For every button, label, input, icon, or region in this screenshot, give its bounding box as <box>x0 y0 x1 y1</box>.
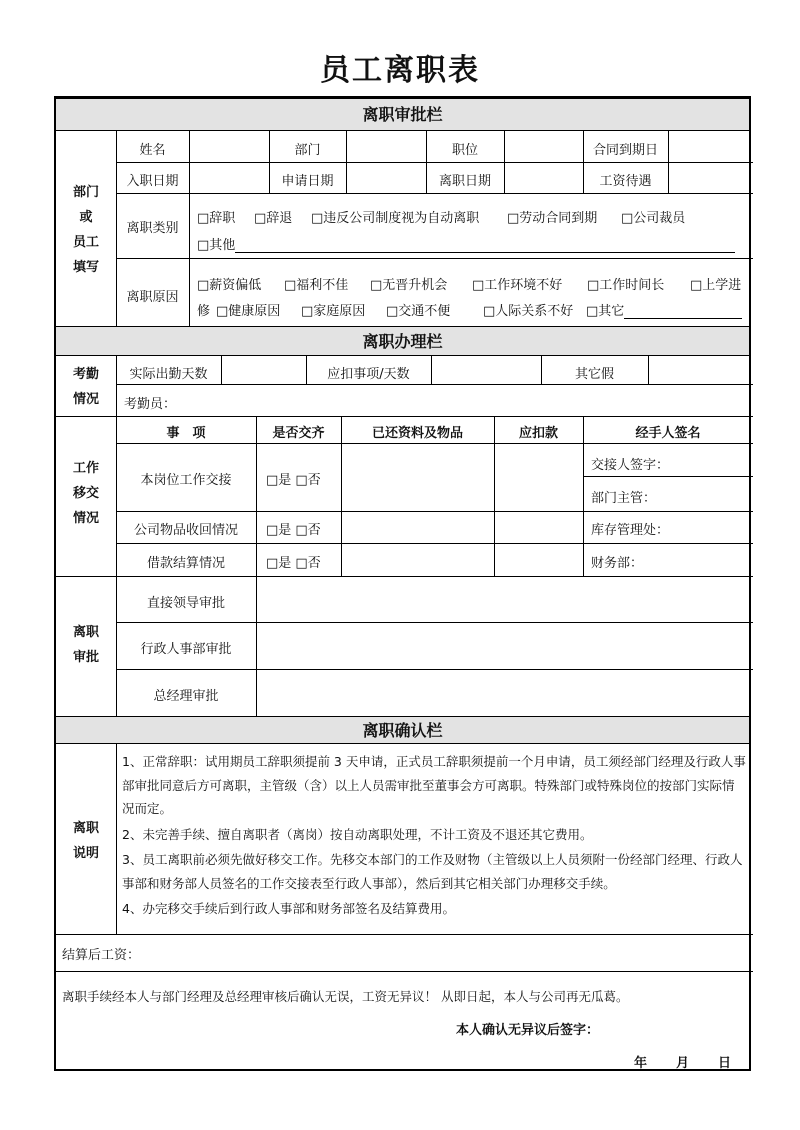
reason-low-pay[interactable]: □薪资偏低 <box>197 278 262 293</box>
label-hire-date: 入职日期 <box>126 174 179 189</box>
yesno-loan-settlement[interactable]: □是 □否 <box>266 556 321 571</box>
approval-gm: 总经理审批 <box>153 689 219 704</box>
item-job-handover: 本岗位工作交接 <box>140 473 232 488</box>
attendance-side-label: 考勤 情况 <box>72 367 99 407</box>
category-layoff[interactable]: □公司裁员 <box>621 211 686 226</box>
note-1: 1、正常辞职：试用期员工辞职须提前 3 天申请，正式员工辞职须提前一个月申请，员工须经部门经理及行政人事部审批同意后方可离职，主管级（含）以上人员需审批至董事会方可离职。特殊部门或特殊岗位的按部门实际情况而定。 <box>122 754 746 816</box>
label-other-leave: 其它假 <box>574 367 614 382</box>
label-reason: 离职原因 <box>126 290 179 305</box>
reason-long-hours[interactable]: □工作时间长 <box>587 278 665 293</box>
reason-other[interactable]: □其它 <box>586 300 742 319</box>
item-property-return: 公司物品收回情况 <box>133 523 238 538</box>
settlement-salary-label: 结算后工资： <box>62 948 141 963</box>
notes-side-label: 离职 说明 <box>72 821 99 861</box>
section-processing-title: 离职办理栏 <box>362 332 443 351</box>
date-day: 日 <box>718 1056 732 1071</box>
signer-finance: 财务部： <box>591 556 644 571</box>
reason-study[interactable]: □上学进 <box>690 278 742 293</box>
reason-poor-benefits[interactable]: □福利不佳 <box>284 278 349 293</box>
section-confirm-bar <box>56 716 749 744</box>
reason-health[interactable]: □健康原因 <box>216 304 281 319</box>
reason-bad-environment[interactable]: □工作环境不好 <box>472 278 563 293</box>
label-salary: 工资待遇 <box>599 174 652 189</box>
approval-hr: 行政人事部审批 <box>140 642 232 657</box>
reason-no-promotion[interactable]: □无晋升机会 <box>370 278 448 293</box>
signer-inventory: 库存管理处： <box>591 523 670 538</box>
yesno-property-return[interactable]: □是 □否 <box>266 523 321 538</box>
signer-handover: 交接人签字： <box>591 458 670 473</box>
note-2: 2、未完善手续、擅自离职者（离岗）按自动离职处理，不计工资及不退还其它费用。 <box>122 826 593 842</box>
header-completed: 是否交齐 <box>272 426 325 441</box>
category-resign[interactable]: □辞职 <box>197 211 236 226</box>
approvals-side-label: 离职 审批 <box>72 625 99 665</box>
category-other[interactable]: □其他 <box>197 234 735 253</box>
reason-study-cont: 修 <box>197 304 211 319</box>
section-approval-bar <box>56 98 749 131</box>
header-signer: 经手人签名 <box>635 426 701 441</box>
label-position: 职位 <box>451 143 478 158</box>
reason-transport[interactable]: □交通不便 <box>386 304 451 319</box>
page-title: 员工离职表 <box>320 53 480 88</box>
header-item: 事 项 <box>166 426 206 441</box>
note-4: 4、办完移交手续后到行政人事部和财务部签名及结算费用。 <box>122 901 455 916</box>
header-returned: 已还资料及物品 <box>371 426 463 441</box>
section-confirm-title: 离职确认栏 <box>362 721 443 740</box>
handover-side-label: 工作 移交 情况 <box>72 461 99 526</box>
note-3: 3、员工离职前必须先做好移交工作。先移交本部门的工作及财物（主管级以上人员须附一份经部门经理、行政人事部和财务部人员签名的工作交接表至行政人事部），然后到其它相关部门办理移交手续。 <box>122 852 743 891</box>
category-contract-end[interactable]: □劳动合同到期 <box>507 211 598 226</box>
signer-dept-head: 部门主管： <box>591 491 657 506</box>
item-loan-settlement: 借款结算情况 <box>146 556 225 571</box>
label-name: 姓名 <box>139 143 166 158</box>
label-apply-date: 申请日期 <box>281 174 334 189</box>
label-leave-date: 离职日期 <box>438 174 491 189</box>
dept-fill-side-label: 部门 或 员工 填写 <box>72 185 99 275</box>
approval-direct-leader: 直接领导审批 <box>146 596 225 611</box>
label-actual-days: 实际出勤天数 <box>129 367 208 382</box>
label-deductions: 应扣事项/天数 <box>327 367 410 382</box>
header-deduction: 应扣款 <box>518 426 558 441</box>
signature-label: 本人确认无异议后签字： <box>456 1023 600 1038</box>
reason-relationships[interactable]: □人际关系不好 <box>483 304 574 319</box>
yesno-job-handover[interactable]: □是 □否 <box>266 473 321 488</box>
label-contract-end: 合同到期日 <box>592 143 658 158</box>
label-attendance-clerk: 考勤员： <box>124 397 177 412</box>
label-department: 部门 <box>294 143 321 158</box>
date-year: 年 <box>634 1056 648 1071</box>
label-category: 离职类别 <box>126 221 179 236</box>
category-auto-leave[interactable]: □违反公司制度视为自动离职 <box>311 211 480 226</box>
reason-family[interactable]: □家庭原因 <box>301 304 366 319</box>
section-processing-bar <box>56 326 749 356</box>
category-dismissed[interactable]: □辞退 <box>254 211 293 226</box>
confirmation-statement: 离职手续经本人与部门经理及总经理审核后确认无误，工资无异议！ 从即日起，本人与公司再无瓜葛。 <box>62 989 629 1004</box>
section-approval-title: 离职审批栏 <box>362 105 443 124</box>
date-month: 月 <box>676 1056 690 1071</box>
notes-text <box>122 750 746 923</box>
resignation-form <box>54 96 751 1071</box>
